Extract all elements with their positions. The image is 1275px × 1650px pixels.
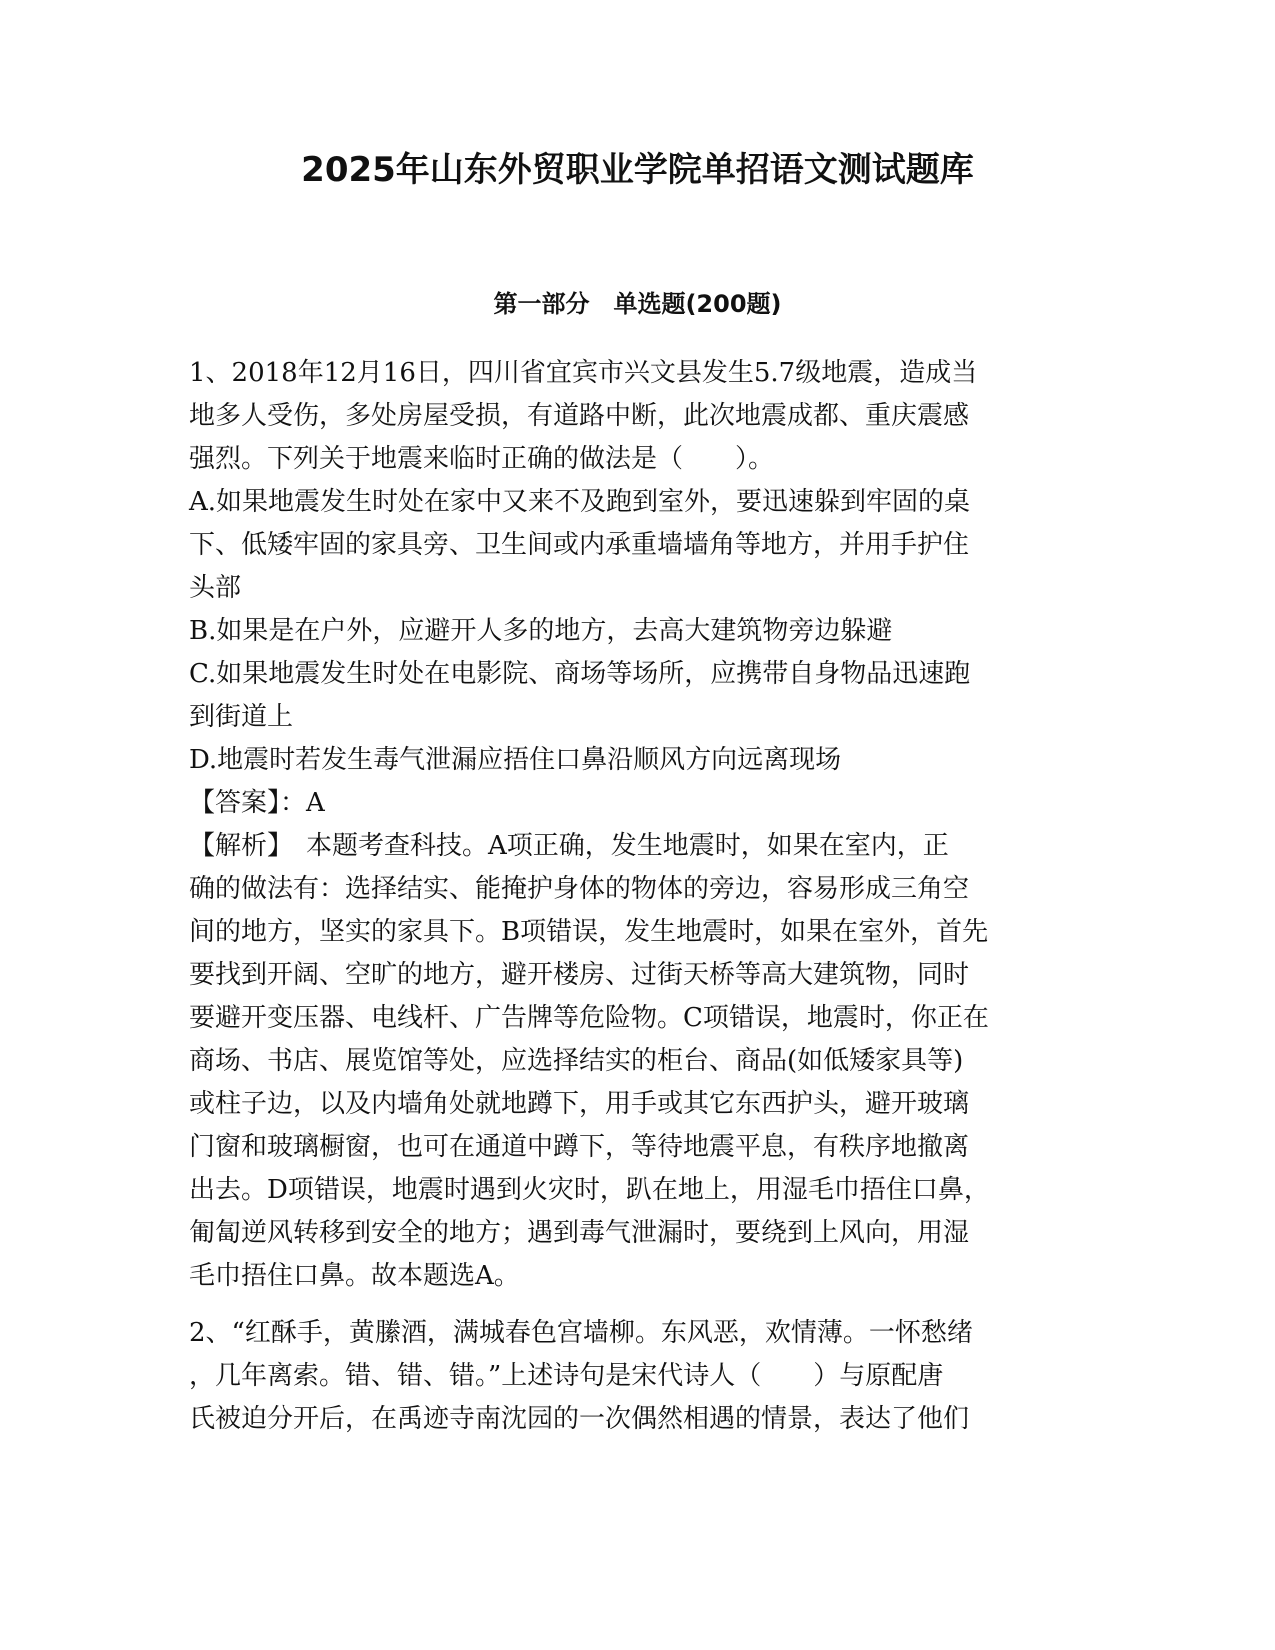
analysis-line: 要找到开阔、空旷的地方，避开楼房、过街天桥等高大建筑物，同时	[189, 960, 970, 990]
analysis-line: 或柱子边，以及内墙角处就地蹲下，用手或其它东西护头，避开玻璃	[189, 1089, 970, 1119]
question-stem-line: 2、“红酥手，黄縢酒，满城春色宫墙柳。东风恶，欢情薄。一怀愁绪	[189, 1318, 973, 1348]
question-stem-line: 强烈。下列关于地震来临时正确的做法是（ ）。	[189, 444, 775, 474]
document-title: 2025年山东外贸职业学院单招语文测试题库	[301, 150, 974, 190]
document-body	[189, 352, 1089, 1441]
question-2	[189, 1312, 1089, 1441]
question-stem-line: 地多人受伤，多处房屋受损，有道路中断，此次地震成都、重庆震感	[189, 401, 970, 431]
option-d-line: D.地震时若发生毒气泄漏应捂住口鼻沿顺风方向远离现场	[189, 745, 842, 775]
option-c-line: 到街道上	[189, 702, 294, 732]
analysis-line: 商场、书店、展览馆等处，应选择结实的柜台、商品(如低矮家具等)	[189, 1046, 964, 1076]
analysis-line: 间的地方，坚实的家具下。B项错误，发生地震时，如果在室外，首先	[189, 917, 989, 947]
analysis-line: 门窗和玻璃橱窗，也可在通道中蹲下，等待地震平息，有秩序地撤离	[189, 1132, 970, 1162]
option-c-line: C.如果地震发生时处在电影院、商场等场所，应携带自身物品迅速跑	[189, 659, 971, 689]
option-a-line: 头部	[189, 573, 242, 603]
option-b-line: B.如果是在户外，应避开人多的地方，去高大建筑物旁边躲避	[189, 616, 893, 646]
option-a-line: 下、低矮牢固的家具旁、卫生间或内承重墙墙角等地方，并用手护住	[189, 530, 970, 560]
answer-line: 【答案】：A	[189, 788, 325, 818]
option-a-line: A.如果地震发生时处在家中又来不及跑到室外，要迅速躲到牢固的桌	[189, 487, 971, 517]
analysis-line: 毛巾捂住口鼻。故本题选A。	[189, 1261, 520, 1291]
analysis-line: 匍匐逆风转移到安全的地方；遇到毒气泄漏时，要绕到上风向，用湿	[189, 1218, 970, 1248]
question-stem-line: 氏被迫分开后，在禹迹寺南沈园的一次偶然相遇的情景，表达了他们	[189, 1404, 970, 1434]
analysis-line: 【解析】 本题考查科技。A项正确，发生地震时，如果在室内，正	[189, 831, 949, 861]
question-spacer	[189, 1298, 1089, 1312]
analysis-line: 要避开变压器、电线杆、广告牌等危险物。C项错误，地震时，你正在	[189, 1003, 989, 1033]
question-stem-line: ，几年离索。错、错、错。”上述诗句是宋代诗人（ ）与原配唐	[189, 1361, 944, 1391]
question-1	[189, 352, 1089, 1298]
question-stem-line: 1、2018年12月16日，四川省宜宾市兴文县发生5.7级地震，造成当	[189, 358, 978, 388]
section-title: 第一部分 单选题(200题)	[493, 290, 782, 318]
analysis-line: 出去。D项错误，地震时遇到火灾时，趴在地上，用湿毛巾捂住口鼻，	[189, 1175, 990, 1205]
analysis-line: 确的做法有：选择结实、能掩护身体的物体的旁边，容易形成三角空	[189, 874, 970, 904]
